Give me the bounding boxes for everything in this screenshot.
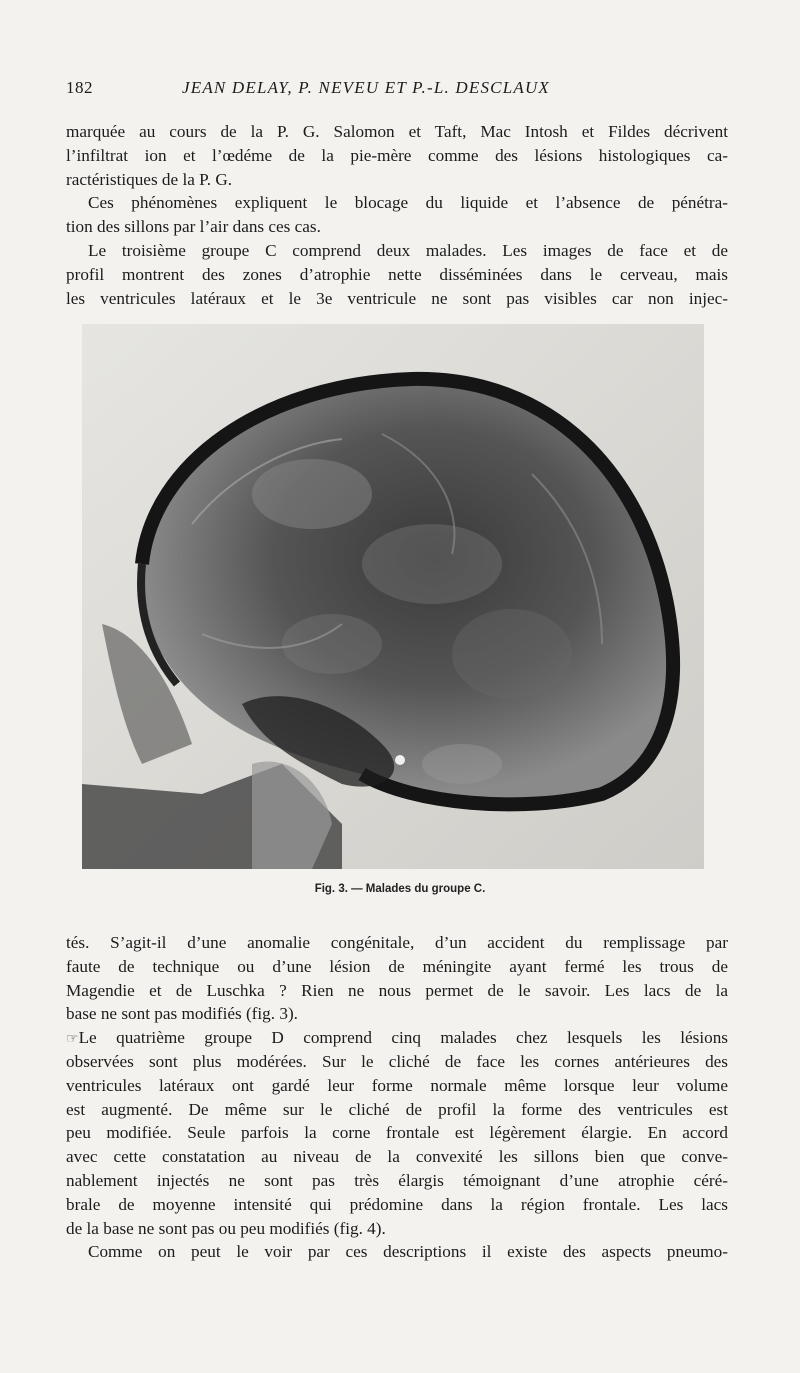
text-line: ractéristiques de la P. G. [66,169,233,189]
body-text-top [66,120,728,310]
text-line: base ne sont pas modifiés (fig. 3). [66,1004,298,1024]
text-line: peu modifiée. Seule parfois la corne frontale est légèrement élargie. En accord [66,1123,728,1143]
text-line: tés. S’agit-il d’une anomalie congénitale, d’un accident du remplissage par [66,933,728,952]
text-line: marquée au cours de la P. G. Salomon et Taft, Mac Intosh et Fildes décrivent [66,122,728,141]
text-line: ventricules latéraux ont gardé leur forme normale même lorsque leur volume [66,1075,728,1095]
text-line: brale de moyenne intensité qui prédomine dans la région frontale. Les lacs [66,1194,728,1214]
text-line: est augmenté. De même sur le cliché de profil la forme des ventricules est [66,1099,728,1119]
text-line: tion des sillons par l’air dans ces cas. [66,217,321,237]
pointing-hand-mark: ☞ [66,1032,79,1048]
text-line: Comme on peut le voir par ces descriptions il existe des aspects pneumo- [88,1242,728,1262]
text-line: profil montrent des zones d’atrophie nette disséminées dans le cerveau, mais [66,264,728,284]
text-line: Le troisième groupe C comprend deux malades. Les images de face et de [88,240,728,260]
page-number: 182 [66,78,93,97]
text-line: Ces phénomènes expliquent le blocage du liquide et l’absence de pénétra- [88,193,728,213]
body-text-bottom [66,931,728,1264]
running-head-authors: JEAN DELAY, P. NEVEU ET P.-L. DESCLAUX [182,78,551,97]
running-header [66,78,726,104]
text-line: de la base ne sont pas ou peu modifiés (fig. 4). [66,1218,386,1238]
text-line: observées sont plus modérées. Sur le cliché de face les cornes antérieures des [66,1051,728,1071]
text-line: l’infiltrat ion et l’œdéme de la pie-mère comme des lésions histologiques ca- [66,145,728,165]
figure-caption: Fig. 3. — Malades du groupe C. [314,883,486,895]
text-line: Magendie et de Luschka ? Rien ne nous permet de le savoir. Les lacs de la [66,980,728,1000]
xray-image [82,324,704,869]
text-line: avec cette constatation au niveau de la convexité les sillons bien que conve- [66,1147,728,1167]
skull-xray-figure [82,324,704,869]
text-line [66,1026,728,1050]
text-line: les ventricules latéraux et le 3e ventricule ne sont pas visibles car non injec- [66,288,728,308]
text-line: nablement injectés ne sont pas très élargis témoignant d’une atrophie céré- [66,1170,728,1190]
text-line-content: Le quatrième groupe D comprend cinq malades chez lesquels les lésions [78,1028,728,1048]
text-line: faute de technique ou d’une lésion de méningite ayant fermé les trous de [66,956,728,976]
